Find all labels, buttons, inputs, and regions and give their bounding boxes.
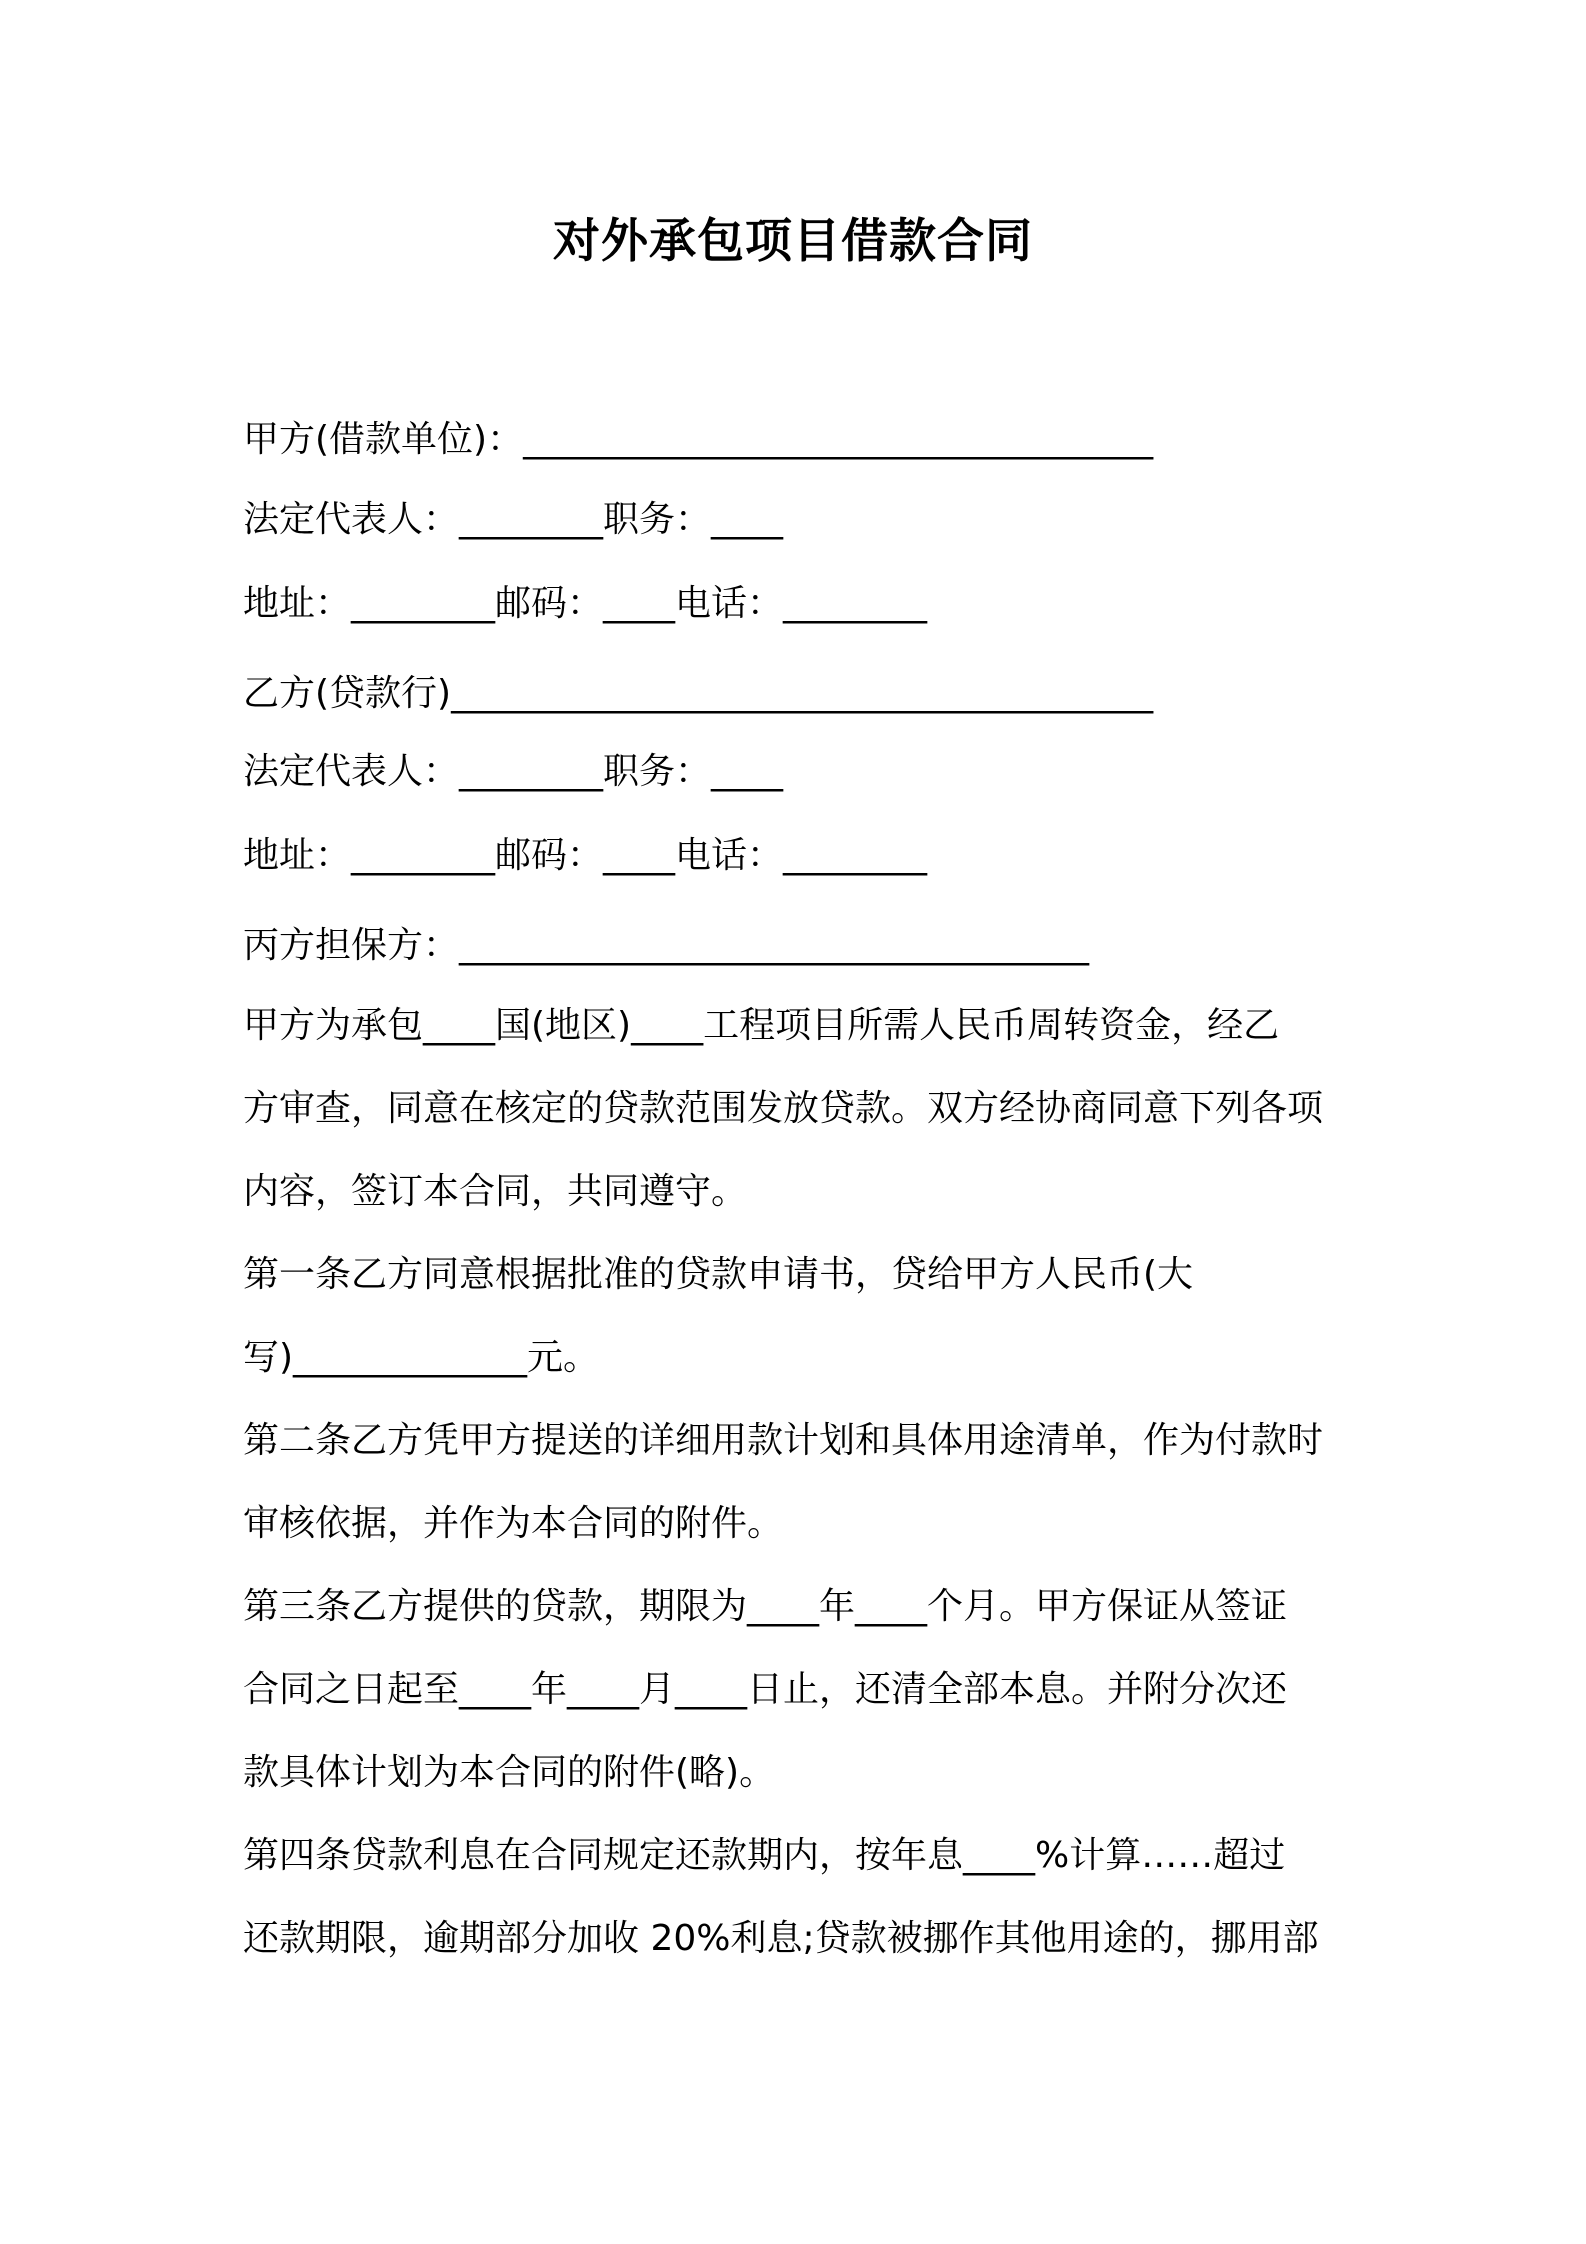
article-2-line-2: 审核依据，并作为本合同的附件。 (243, 1503, 784, 1544)
article-3-line-1: 第三条乙方提供的贷款，期限为____年____个月。甲方保证从签证 (243, 1586, 1288, 1627)
party-a-name-line: 甲方(借款单位)：___________________________________ (243, 419, 1154, 460)
article-4-line-1: 第四条贷款利息在合同规定还款期内，按年息____%计算……超过 (243, 1835, 1286, 1876)
party-a-address-line: 地址：________邮码：____电话：________ (243, 583, 928, 624)
article-4-line-2: 还款期限，逾期部分加收 20%利息;贷款被挪作其他用途的，挪用部 (243, 1918, 1319, 1959)
party-b-representative-line: 法定代表人：________职务：____ (243, 751, 784, 792)
article-1-line-2: 写)_____________元。 (243, 1337, 600, 1378)
preamble-line-1: 甲方为承包____国(地区)____工程项目所需人民币周转资金，经乙 (243, 1005, 1280, 1046)
party-b-name-line: 乙方(贷款行)_______________________________________ (243, 673, 1154, 714)
party-c-guarantor-line: 丙方担保方：___________________________________ (243, 925, 1090, 966)
article-3-line-2: 合同之日起至____年____月____日止，还清全部本息。并附分次还 (243, 1669, 1288, 1710)
article-3-line-3: 款具体计划为本合同的附件(略)。 (243, 1752, 776, 1793)
preamble-line-3: 内容，签订本合同，共同遵守。 (243, 1171, 748, 1212)
document-title: 对外承包项目借款合同 (553, 214, 1033, 269)
party-b-address-line: 地址：________邮码：____电话：________ (243, 835, 928, 876)
article-2-line-1: 第二条乙方凭甲方提送的详细用款计划和具体用途清单，作为付款时 (243, 1420, 1324, 1461)
party-a-representative-line: 法定代表人：________职务：____ (243, 499, 784, 540)
article-1-line-1: 第一条乙方同意根据批准的贷款申请书，贷给甲方人民币(大 (243, 1254, 1194, 1295)
preamble-line-2: 方审查，同意在核定的贷款范围发放贷款。双方经协商同意下列各项 (243, 1088, 1324, 1129)
